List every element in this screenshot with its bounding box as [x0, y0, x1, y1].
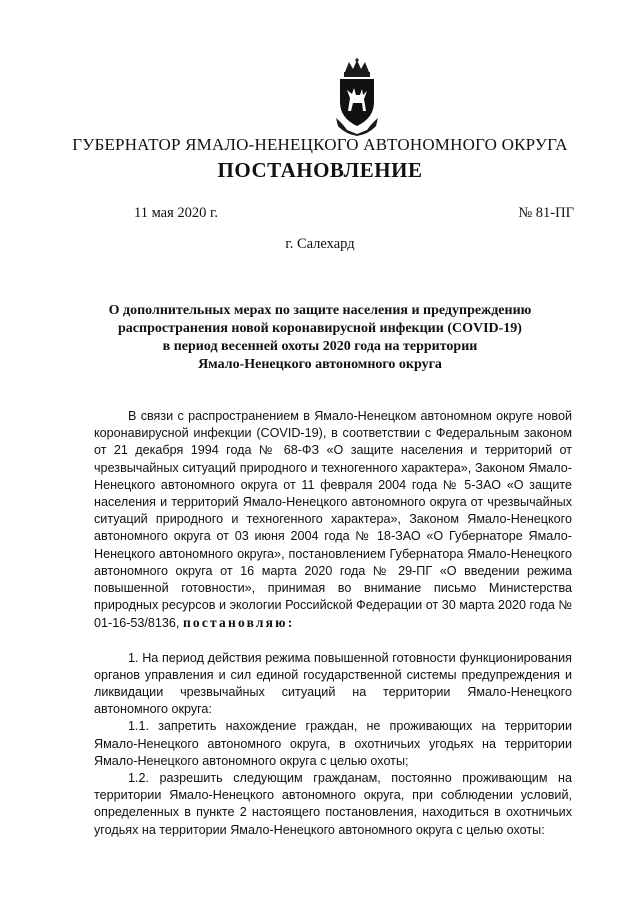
- preamble-paragraph: [94, 408, 572, 633]
- preamble-text: В связи с распространением в Ямало-Ненецком автономном округе новой коронавирусной инфекции (COVID-19), в соответствии с Федеральным законом от 21 декабря 1994 года № 68-ФЗ «О защите населения и территорий от чрезвычайных ситуаций природного и техногенного характера», Законом Ямало-Ненецкого автономного округа от 11 февраля 2004 года № 5-ЗАО «О защите населения и территорий Ямало-Ненецкого автономного округа от чрезвычайных ситуаций природного и техногенного характера», Законом Ямало-Ненецкого автономного округа от 03 июня 2004 года № 18-ЗАО «О Губернаторе Ямало-Ненецкого автономного округа», постановлением Губернатора Ямало-Ненецкого автономного округа от 16 марта 2020 года № 29-ПГ «О введении режима повышенной готовности», принимая во внимание письмо Министерства природных ресурсов и экологии Российской Федерации от 30 марта 2020 года № 01-16-53/8136,: [94, 409, 572, 631]
- title-line: распространения новой коронавирусной инфекции (COVID-19): [118, 321, 522, 336]
- document-body: [94, 408, 572, 839]
- document-number: № 81-ПГ: [518, 205, 574, 221]
- document-title: [90, 302, 550, 374]
- issuing-authority: ГУБЕРНАТОР ЯМАЛО-НЕНЕЦКОГО АВТОНОМНОГО ОКРУГА: [72, 135, 568, 154]
- coat-of-arms-icon: [333, 58, 381, 136]
- title-line: в период весенней охоты 2020 года на территории: [162, 339, 478, 354]
- document-type: ПОСТАНОВЛЕНИЕ: [217, 158, 423, 182]
- clause-1-2: 1.2. разрешить следующим гражданам, постоянно проживающим на территории Ямало-Ненецкого автономного округа, при соблюдении условий, определенных в пункте 2 настоящего постановления, находиться в охотничьих угодьях на территории Ямало-Ненецкого автономного округа с целью охоты:: [94, 771, 572, 837]
- title-line: О дополнительных мерах по защите населения и предупреждению: [108, 303, 532, 318]
- resolve-word: постановляю:: [182, 615, 295, 631]
- document-date: 11 мая 2020 г.: [134, 205, 218, 221]
- clause-1-1: 1.1. запретить нахождение граждан, не проживающих на территории Ямало-Ненецкого автономного округа, в охотничьих угодьях на территории Ямало-Ненецкого автономного округа с целью охоты;: [94, 719, 572, 768]
- clause-1: 1. На период действия режима повышенной готовности функционирования органов управления и сил единой государственной системы предупреждения и ликвидации чрезвычайных ситуаций на территории Ямало-Ненецкого автономного округа:: [94, 650, 572, 717]
- document-city: г. Салехард: [285, 236, 355, 252]
- title-line: Ямало-Ненецкого автономного округа: [198, 357, 442, 372]
